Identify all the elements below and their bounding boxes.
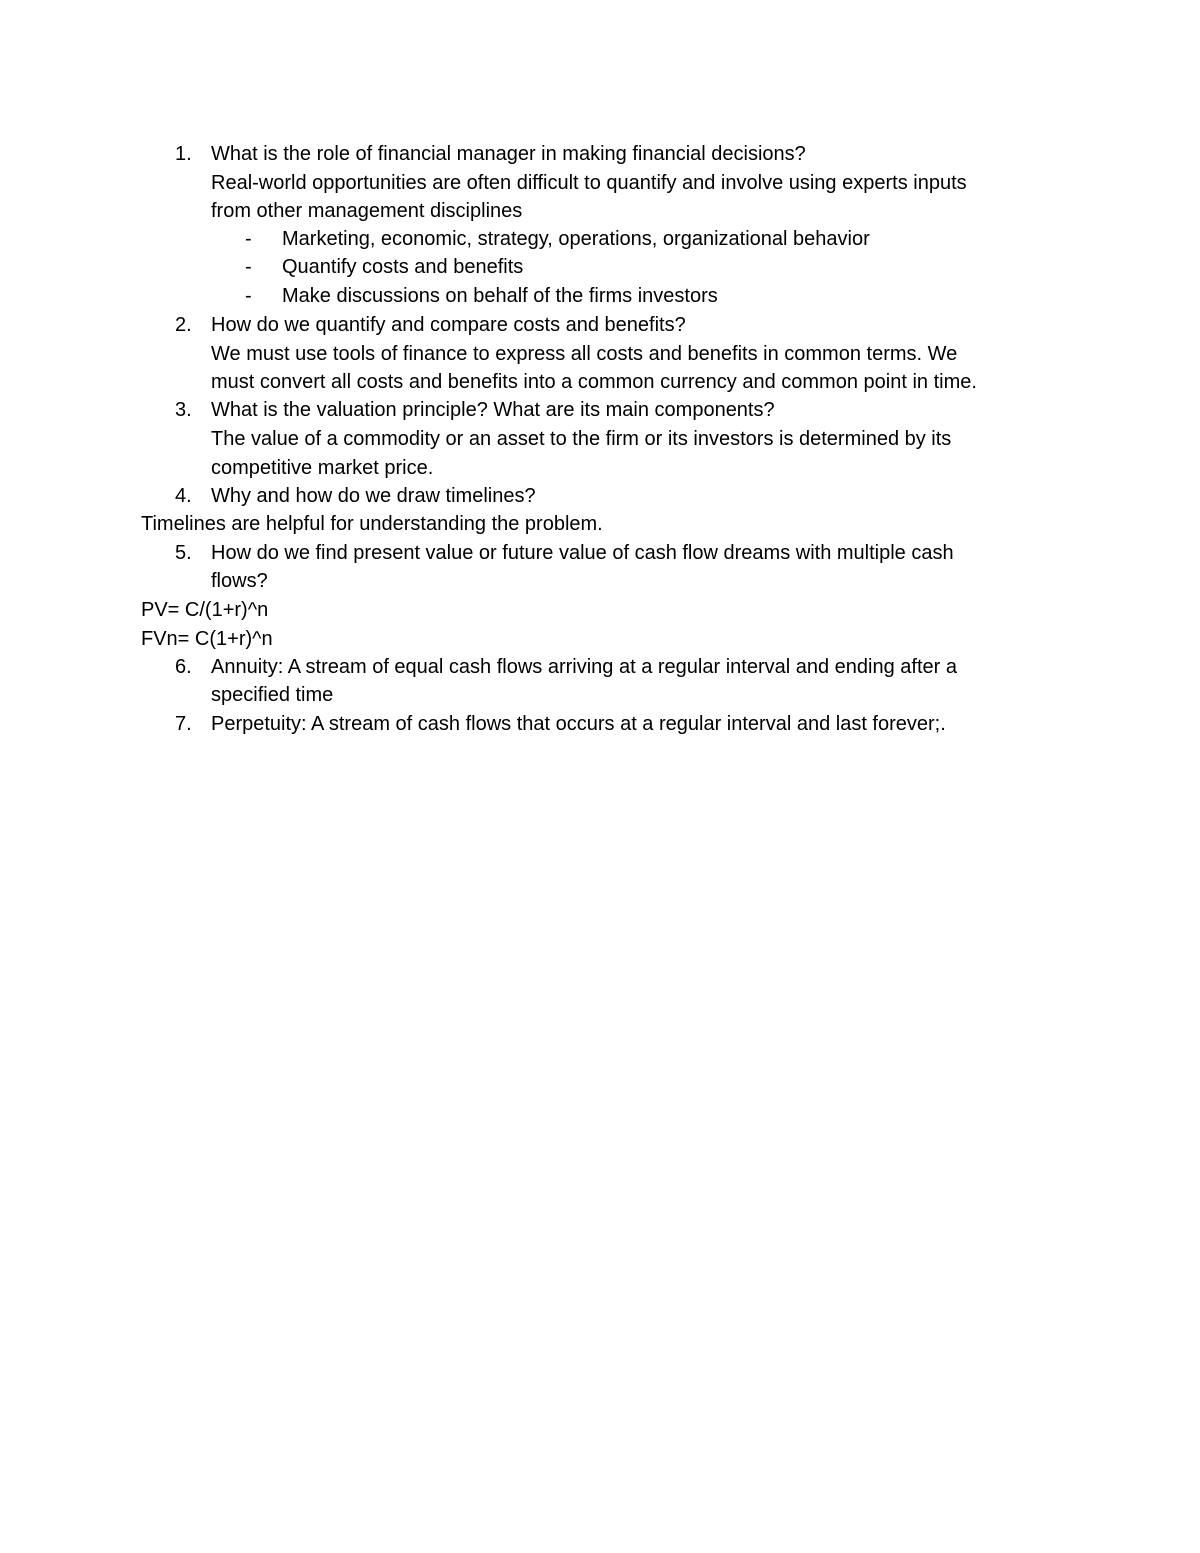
list-number-3: 3. [175, 399, 192, 421]
answer-2-line-2: must convert all costs and benefits into a common currency and common point in time. [211, 371, 977, 393]
formula-pv: PV= C/(1+r)^n [141, 599, 269, 621]
perpetuity-line-1: Perpetuity: A stream of cash flows that occurs at a regular interval and last forever;. [211, 713, 946, 735]
answer-2-line-1: We must use tools of finance to express all costs and benefits in common terms. We [211, 343, 958, 365]
bullet-1-2: Quantify costs and benefits [282, 256, 524, 278]
annuity-line-1: Annuity: A stream of equal cash flows arriving at a regular interval and ending after a [211, 656, 957, 678]
list-number-7: 7. [175, 713, 192, 735]
list-number-1: 1. [175, 143, 192, 165]
question-1: What is the role of financial manager in making financial decisions? [211, 143, 806, 165]
answer-3-line-2: competitive market price. [211, 457, 434, 479]
question-5-line-1: How do we find present value or future value of cash flow dreams with multiple cash [211, 542, 954, 564]
list-number-4: 4. [175, 485, 192, 507]
answer-3-line-1: The value of a commodity or an asset to the firm or its investors is determined by its [211, 428, 952, 450]
bullet-dash: - [245, 285, 252, 307]
question-2: How do we quantify and compare costs and benefits? [211, 314, 686, 336]
question-3: What is the valuation principle? What are its main components? [211, 399, 775, 421]
bullet-dash: - [245, 256, 252, 278]
formula-fv: FVn= C(1+r)^n [141, 628, 273, 650]
answer-1-line-1: Real-world opportunities are often difficult to quantify and involve using experts inputs [211, 172, 967, 194]
question-4: Why and how do we draw timelines? [211, 485, 536, 507]
list-number-6: 6. [175, 656, 192, 678]
bullet-1-1: Marketing, economic, strategy, operations, organizational behavior [282, 228, 870, 250]
bullet-dash: - [245, 228, 252, 250]
list-number-5: 5. [175, 542, 192, 564]
list-number-2: 2. [175, 314, 192, 336]
answer-1-line-2: from other management disciplines [211, 200, 523, 222]
annuity-line-2: specified time [211, 684, 334, 706]
bullet-1-3: Make discussions on behalf of the firms investors [282, 285, 718, 307]
question-5-line-2: flows? [211, 570, 268, 592]
note-4: Timelines are helpful for understanding the problem. [141, 513, 603, 535]
